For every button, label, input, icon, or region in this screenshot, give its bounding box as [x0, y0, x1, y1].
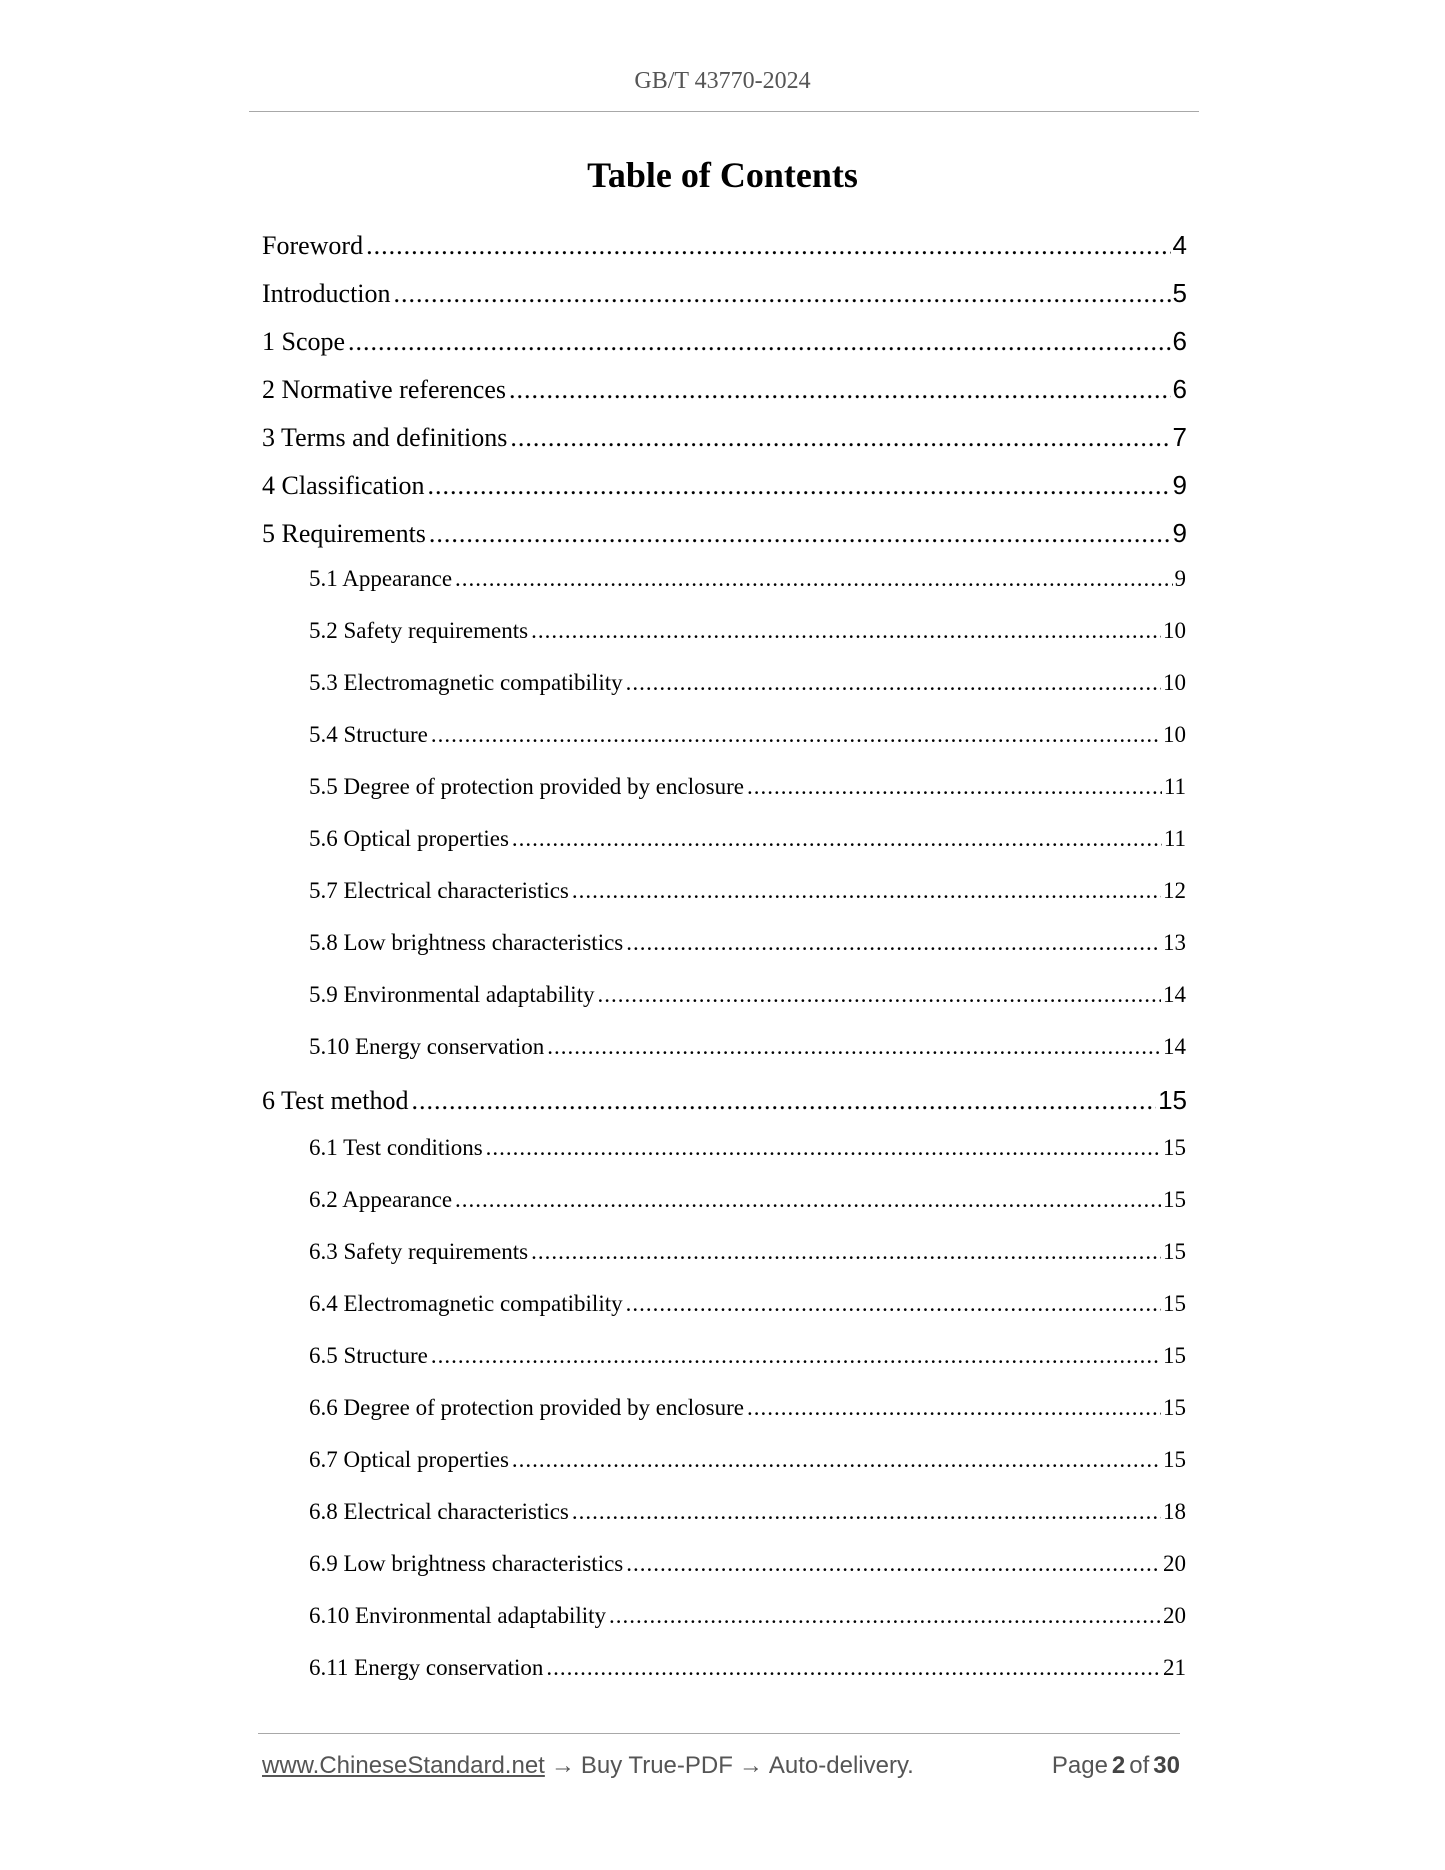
- toc-entry[interactable]: [262, 278, 1187, 309]
- toc-entry-label: 6.6 Degree of protection provided by enclosure: [309, 1395, 744, 1420]
- toc-dot-leader: [510, 423, 1170, 453]
- toc-entry[interactable]: [309, 1291, 1186, 1317]
- header-standard-code: GB/T 43770-2024: [634, 68, 811, 94]
- toc-entry-label: 6.5 Structure: [309, 1343, 428, 1368]
- toc-dot-leader: [455, 566, 1172, 592]
- toc-entry-label: Foreword: [262, 231, 364, 260]
- toc-entry[interactable]: [309, 878, 1186, 904]
- toc-dot-leader: [411, 1086, 1156, 1116]
- current-page-number: 2: [1111, 1752, 1126, 1779]
- toc-entry-page-number: 13: [1163, 930, 1186, 955]
- toc-entry-label: 5.6 Optical properties: [309, 826, 509, 851]
- toc-entry-label: Introduction: [262, 279, 391, 308]
- toc-dot-leader: [626, 1551, 1161, 1577]
- toc-entry[interactable]: [309, 618, 1186, 644]
- toc-entry-label: 6.7 Optical properties: [309, 1447, 509, 1472]
- toc-entry-page-number: 7: [1172, 422, 1187, 452]
- toc-dot-leader: [598, 982, 1161, 1008]
- toc-entry-label: 5.5 Degree of protection provided by enclosure: [309, 774, 744, 799]
- toc-entry-page-number: 14: [1163, 982, 1186, 1007]
- toc-entry[interactable]: [309, 1343, 1186, 1369]
- auto-delivery-text: Auto-delivery.: [768, 1752, 914, 1779]
- website-link[interactable]: www.ChineseStandard.net: [262, 1752, 545, 1779]
- toc-entry-label: 1 Scope: [262, 327, 346, 356]
- toc-entry[interactable]: [262, 1085, 1187, 1116]
- toc-entry-page-number: 15: [1158, 1085, 1187, 1115]
- toc-entry-label: 4 Classification: [262, 471, 425, 500]
- toc-entry-label: 3 Terms and definitions: [262, 423, 508, 452]
- toc-entry-label: 5.8 Low brightness characteristics: [309, 930, 624, 955]
- toc-entry-label: 6.3 Safety requirements: [309, 1239, 529, 1264]
- page-label: Page: [1051, 1752, 1108, 1779]
- toc-entry[interactable]: [309, 1447, 1186, 1473]
- toc-dot-leader: [509, 375, 1171, 405]
- toc-dot-leader: [626, 930, 1161, 956]
- toc-entry-page-number: 10: [1163, 670, 1186, 695]
- toc-dot-leader: [455, 1187, 1161, 1213]
- toc-entry-label: 6.8 Electrical characteristics: [309, 1499, 569, 1524]
- toc-entry[interactable]: [309, 566, 1186, 592]
- toc-entry-label: 6.4 Electromagnetic compatibility: [309, 1291, 623, 1316]
- toc-dot-leader: [512, 826, 1162, 852]
- toc-entry-label: 5.10 Energy conservation: [309, 1034, 545, 1059]
- toc-entry-page-number: 9: [1174, 566, 1186, 591]
- toc-entry-label: 5.1 Appearance: [309, 566, 453, 591]
- toc-dot-leader: [431, 1343, 1161, 1369]
- toc-entry-label: 6.11 Energy conservation: [309, 1655, 544, 1680]
- toc-dot-leader: [572, 1499, 1161, 1525]
- arrow-right-icon: →: [550, 1752, 575, 1779]
- toc-dot-leader: [626, 1291, 1161, 1317]
- toc-entry-label: 2 Normative references: [262, 375, 506, 404]
- toc-entry-page-number: 15: [1163, 1239, 1186, 1264]
- toc-entry[interactable]: [262, 326, 1187, 357]
- toc-entry[interactable]: [309, 670, 1186, 696]
- toc-dot-leader: [572, 878, 1161, 904]
- arrow-right-icon: →: [738, 1752, 763, 1779]
- toc-entry[interactable]: [309, 1655, 1186, 1681]
- toc-entry-label: 5.2 Safety requirements: [309, 618, 529, 643]
- toc-entry-page-number: 4: [1172, 230, 1187, 260]
- toc-entry-page-number: 21: [1163, 1655, 1186, 1680]
- toc-dot-leader: [609, 1603, 1161, 1629]
- toc-entry[interactable]: [309, 1034, 1186, 1060]
- buy-true-pdf-text: Buy True-PDF: [580, 1752, 733, 1779]
- toc-entry[interactable]: [309, 1239, 1186, 1265]
- toc-dot-leader: [366, 231, 1170, 261]
- toc-entry-page-number: 6: [1172, 326, 1187, 356]
- toc-entry-label: 6.1 Test conditions: [309, 1135, 483, 1160]
- toc-entry-page-number: 11: [1163, 774, 1186, 799]
- toc-entry-page-number: 14: [1163, 1034, 1186, 1059]
- header-divider: [249, 111, 1199, 112]
- toc-entry-page-number: 10: [1163, 618, 1186, 643]
- toc-entry[interactable]: [309, 1499, 1186, 1525]
- toc-entry[interactable]: [309, 1187, 1186, 1213]
- toc-dot-leader: [394, 279, 1171, 309]
- toc-entry-label: 5.7 Electrical characteristics: [309, 878, 569, 903]
- toc-entry-page-number: 11: [1163, 826, 1186, 851]
- toc-entry[interactable]: [309, 982, 1186, 1008]
- toc-entry[interactable]: [309, 1551, 1186, 1577]
- toc-dot-leader: [747, 1395, 1161, 1421]
- toc-entry[interactable]: [262, 518, 1187, 549]
- toc-dot-leader: [429, 519, 1171, 549]
- toc-dot-leader: [531, 618, 1161, 644]
- toc-dot-leader: [531, 1239, 1161, 1265]
- toc-entry[interactable]: [262, 422, 1187, 453]
- toc-entry[interactable]: [309, 1395, 1186, 1421]
- toc-entry-page-number: 15: [1163, 1447, 1186, 1472]
- toc-entry[interactable]: [309, 1135, 1186, 1161]
- toc-entry[interactable]: [262, 470, 1187, 501]
- toc-dot-leader: [747, 774, 1162, 800]
- toc-title: Table of Contents: [587, 155, 858, 195]
- toc-entry-label: 5 Requirements: [262, 519, 426, 548]
- toc-entry-page-number: 15: [1163, 1135, 1186, 1160]
- toc-dot-leader: [427, 471, 1170, 501]
- toc-entry[interactable]: [309, 826, 1186, 852]
- toc-dot-leader: [512, 1447, 1161, 1473]
- toc-entry-label: 6.10 Environmental adaptability: [309, 1603, 607, 1628]
- toc-entry-page-number: 5: [1172, 278, 1187, 308]
- toc-dot-leader: [486, 1135, 1161, 1161]
- toc-entry[interactable]: [309, 930, 1186, 956]
- toc-dot-leader: [431, 722, 1161, 748]
- of-label: of: [1129, 1752, 1150, 1779]
- footer-divider: [258, 1733, 1180, 1734]
- toc-dot-leader: [546, 1655, 1161, 1681]
- toc-entry-page-number: 15: [1163, 1343, 1186, 1368]
- toc-entry-label: 5.3 Electromagnetic compatibility: [309, 670, 623, 695]
- toc-dot-leader: [547, 1034, 1161, 1060]
- footer: [262, 1752, 1180, 1780]
- toc-entry-label: 5.9 Environmental adaptability: [309, 982, 595, 1007]
- toc-entry-label: 6.9 Low brightness characteristics: [309, 1551, 624, 1576]
- toc-dot-leader: [626, 670, 1161, 696]
- toc-entry-page-number: 6: [1172, 374, 1187, 404]
- toc-entry[interactable]: [309, 1603, 1186, 1629]
- total-pages-number: 30: [1153, 1752, 1180, 1779]
- toc-entry-page-number: 15: [1163, 1395, 1186, 1420]
- toc-entry-page-number: 9: [1172, 518, 1187, 548]
- toc-entry-page-number: 18: [1163, 1499, 1186, 1524]
- toc-entry-page-number: 12: [1163, 878, 1186, 903]
- toc-entry-page-number: 20: [1163, 1603, 1186, 1628]
- toc-entry[interactable]: [309, 722, 1186, 748]
- toc-entry[interactable]: [309, 774, 1186, 800]
- toc-entry-page-number: 10: [1163, 722, 1186, 747]
- footer-promo: [262, 1752, 914, 1780]
- toc-entry-label: 6 Test method: [262, 1086, 409, 1115]
- page-indicator: [1048, 1752, 1180, 1780]
- toc-entry-label: 6.2 Appearance: [309, 1187, 453, 1212]
- toc-entry-label: 5.4 Structure: [309, 722, 428, 747]
- toc-entry-page-number: 9: [1172, 470, 1187, 500]
- toc-entry[interactable]: [262, 374, 1187, 405]
- toc-entry-page-number: 15: [1163, 1187, 1186, 1212]
- toc-entry-page-number: 15: [1163, 1291, 1186, 1316]
- toc-entry[interactable]: [262, 230, 1187, 261]
- toc-dot-leader: [348, 327, 1170, 357]
- toc-entry-page-number: 20: [1163, 1551, 1186, 1576]
